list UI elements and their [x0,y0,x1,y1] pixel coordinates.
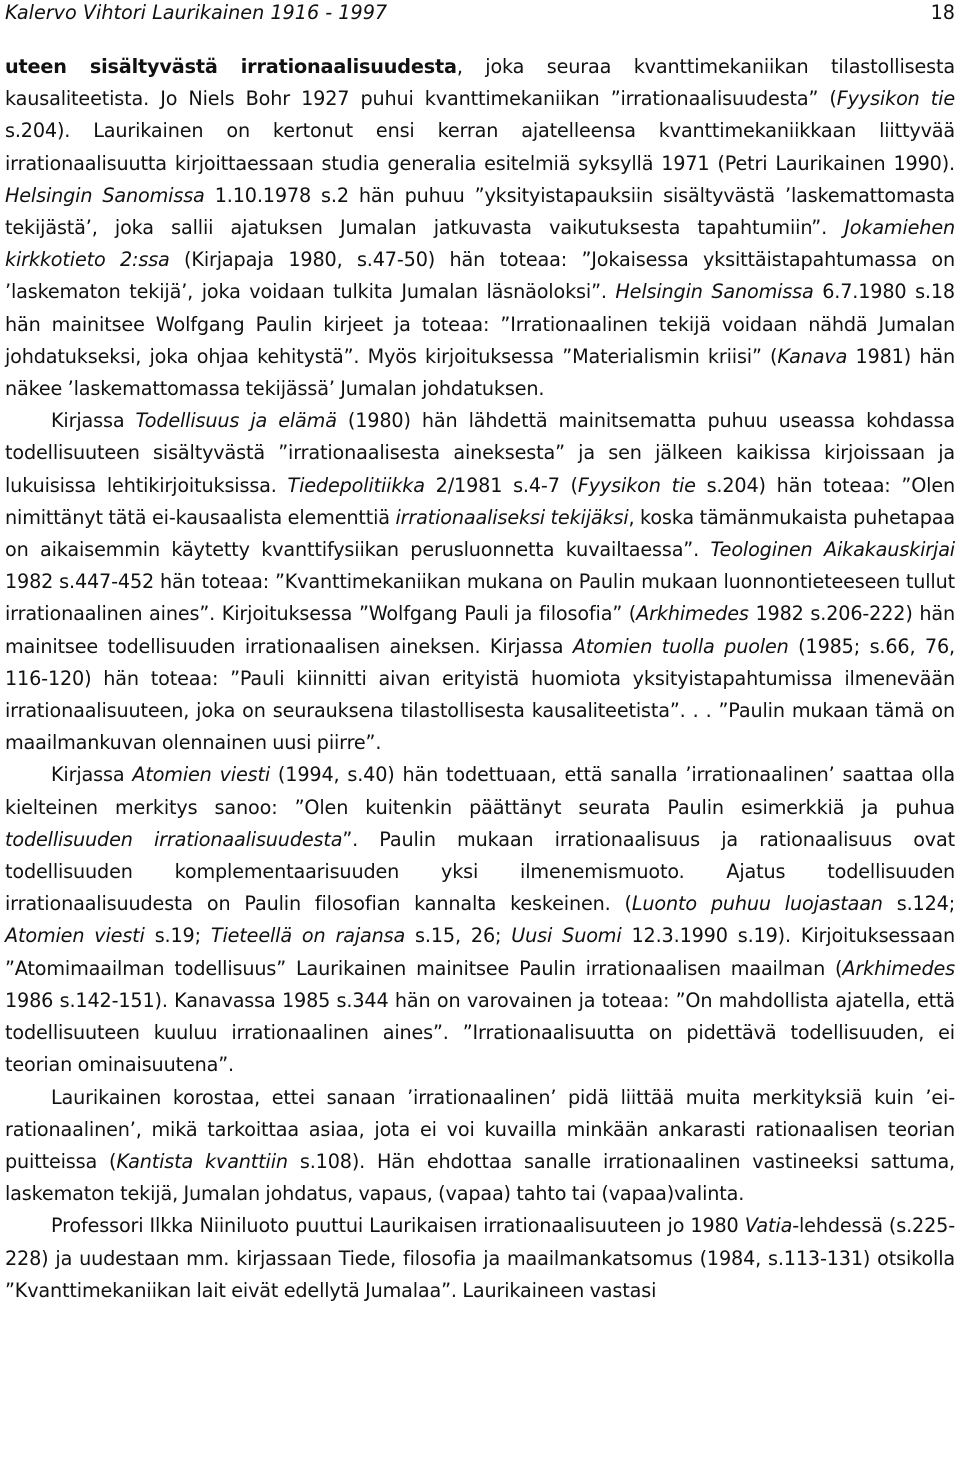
text-run: s.108). Hän ehdottaa sanalle irrationaalinen vastineeksi sattuma, laskematon tekijä, Jumalan johdatus, vapaus, (vapaa) tahto tai (vapaa)valinta. [5,1149,955,1206]
paragraph [5,1210,955,1307]
text-run: (1985; s.66, 76, 116-120) hän toteaa: ”Pauli kiinnitti aivan erityistä huomiota yksityistapahtumissa ilmenevään irrationaalisuuteen, joka on seurauksena tilastollisesta kausaliteetista”. . . ”Paulin mukaan tämä on maailmankuvan olennainen uusi piirre”. [5,634,956,755]
italic-text: Atomien viesti [132,763,271,787]
text-run: 2/1981 s.4-7 ( [424,473,578,497]
italic-text: Todellisuus ja elämä [135,409,337,433]
body-text [5,51,955,1307]
bold-text: uteen sisältyvästä irrationaalisuudesta [5,55,457,78]
running-head-title: Kalervo Vihtori Laurikainen 1916 - 1997 [5,1,388,24]
text-run: 1.10.1978 s.2 hän puhuu ”yksityistapauksiin sisältyvästä ’laskemattomasta tekijästä’, joka sallii ajatuksen Jumalan jatkuvasta vaikutuksesta tapahtumiin”. [5,183,955,240]
text-run: , koska tämänmukaista puhetapaa on aikaisemmin käytetty kvanttifysiikan perusluonnetta kuvailtaessa”. [5,505,956,562]
text-run: s.15, 26; [405,924,512,948]
text-run: Kirjassa [51,409,136,433]
italic-text: Tiedepolitiikka [287,473,425,497]
paragraph [5,51,955,405]
text-run: s.19; [144,924,211,948]
text-run: 1982 s.206-222) hän mainitsee todellisuuden irrationaalisen aineksen. Kirjassa [5,602,955,658]
text-run: 1981) hän näkee ’laskemattomassa tekijässä’ Jumalan johdatuksen. [5,344,955,401]
italic-text: Luonto puhuu luojastaan [631,892,883,916]
text-run: (1994, s.40) hän todettuaan, että sanalla ’irrationaalinen’ saattaa olla kielteinen merkitys sanoo: ”Olen kuitenkin päättänyt seurata Paulin esimerkkiä ja puhua [5,763,955,819]
text-run: (1980) hän lähdettä mainitsematta puhuu useassa kohdassa todellisuuteen sisältyvästä ”irrationaalisesta aineksesta” ja sen jälkeen kaikissa kirjoissaan ja lukuisissa lehtikirjoituksissa. [5,409,955,497]
text-run: -lehdessä (s.225-228) ja uudestaan mm. kirjassaan Tiede, filosofia ja maailmankatsomus (1984, s.113-131) otsikolla ”Kvanttimekaniikan lait eivät edellytä Jumalaa”. Laurikaineen vastasi [5,1214,955,1302]
italic-text: Jokamiehen kirkkotieto 2:ssa [5,216,955,272]
paragraph [5,759,955,1081]
italic-text: Vatia [744,1214,793,1238]
text-run: 1986 s.142-151). Kanavassa 1985 s.344 hän on varovainen ja toteaa: ”On mahdollista ajatella, että todellisuuteen kuuluu irrationaalinen aines”. ”Irrationaalisuutta on pidettävä todellisuuden, ei teorian ominaisuutena”. [5,988,955,1077]
text-run: s.204). Laurikainen on kertonut ensi kerran ajatelleensa kvanttimekaniikkaan liittyvää irrationaalisuutta kirjoittaessaan studia generalia esitelmiä syksyllä 1971 (Petri Laurikainen 1990). [5,119,955,175]
text-run: 6.7.1980 s.18 hän mainitsee Wolfgang Paulin kirjeet ja toteaa: ”Irrationaalinen tekijä voidaan nähdä Jumalan johdatukseksi, joka ohjaa kehitystä”. Myös kirjoituksessa ”Materialismin kriisi” ( [5,280,955,368]
paragraph [5,405,955,759]
text-run: s.124; [882,892,956,916]
text-run: Laurikainen korostaa, ettei sanaan ’irrationaalinen’ pidä liittää muita merkityksiä kuin ’ei-rationaalinen’, mikä tarkoittaa asiaa, jota ei voi kuvailla minkään ankarasti rationaalisen teorian puitteissa ( [5,1085,955,1173]
document-page [5,0,955,1307]
italic-text: Atomien viesti [5,924,145,948]
text-run: (Kirjapaja 1980, s.47-50) hän toteaa: ”Jokaisessa yksittäistapahtumassa on ’laskematon tekijä’, joka voidaan tulkita Jumalan läsnäoloksi”. [5,248,956,304]
page-number: 18 [930,1,955,24]
running-header [5,2,955,28]
text-run: 1982 s.447-452 hän toteaa: ”Kvanttimekaniikan mukana on Paulin mukaan luonnontieteeseen tullut irrationaalinen aines”. Kirjoituksessa ”Wolfgang Pauli ja filosofia” ( [5,570,955,626]
italic-text: Teologinen Aikakauskirjai [710,538,955,562]
italic-text: Arkhimedes [842,956,955,980]
paragraph [5,1082,955,1211]
italic-text: Fyysikon tie [836,87,956,111]
italic-text: Uusi Suomi [511,924,622,948]
text-run: s.204) hän toteaa: ”Olen nimittänyt tätä ei-kausaalista elementtiä [5,473,955,529]
italic-text: Tieteellä on rajansa [210,924,406,948]
italic-text: Kanava [777,344,848,368]
italic-text: irrationaaliseksi tekijäksi [395,505,629,529]
italic-text: Atomien tuolla puolen [572,634,789,658]
text-run: 12.3.1990 s.19). Kirjoituksessaan ”Atomimaailman todellisuus” Laurikainen mainitsee Paulin irrationaalisen maailman ( [5,924,955,980]
italic-text: Fyysikon tie [577,473,696,497]
text-run: , joka seuraa kvanttimekaniikan tilastollisesta kausaliteetista. Jo Niels Bohr 1927 puhui kvanttimekaniikan ”irrationaalisuudesta” ( [5,55,955,111]
text-run: Professori Ilkka Niiniluoto puuttui Laurikaisen irrationaalisuuteen jo 1980 [51,1214,745,1238]
italic-text: Kantista kvanttiin [116,1149,288,1173]
italic-text: Arkhimedes [636,602,749,626]
italic-text: Helsingin Sanomissa [615,280,814,304]
italic-text: todellisuuden irrationaalisuudesta [5,827,343,851]
text-run: Kirjassa [51,763,133,787]
italic-text: Helsingin Sanomissa [5,183,205,207]
text-run: ”. Paulin mukaan irrationaalisuus ja rationaalisuus ovat todellisuuden komplementaarisuuden yksi ilmenemismuoto. Ajatus todellisuuden irrationaalisuudesta on Paulin filosofian kannalta keskeinen. ( [5,827,955,916]
